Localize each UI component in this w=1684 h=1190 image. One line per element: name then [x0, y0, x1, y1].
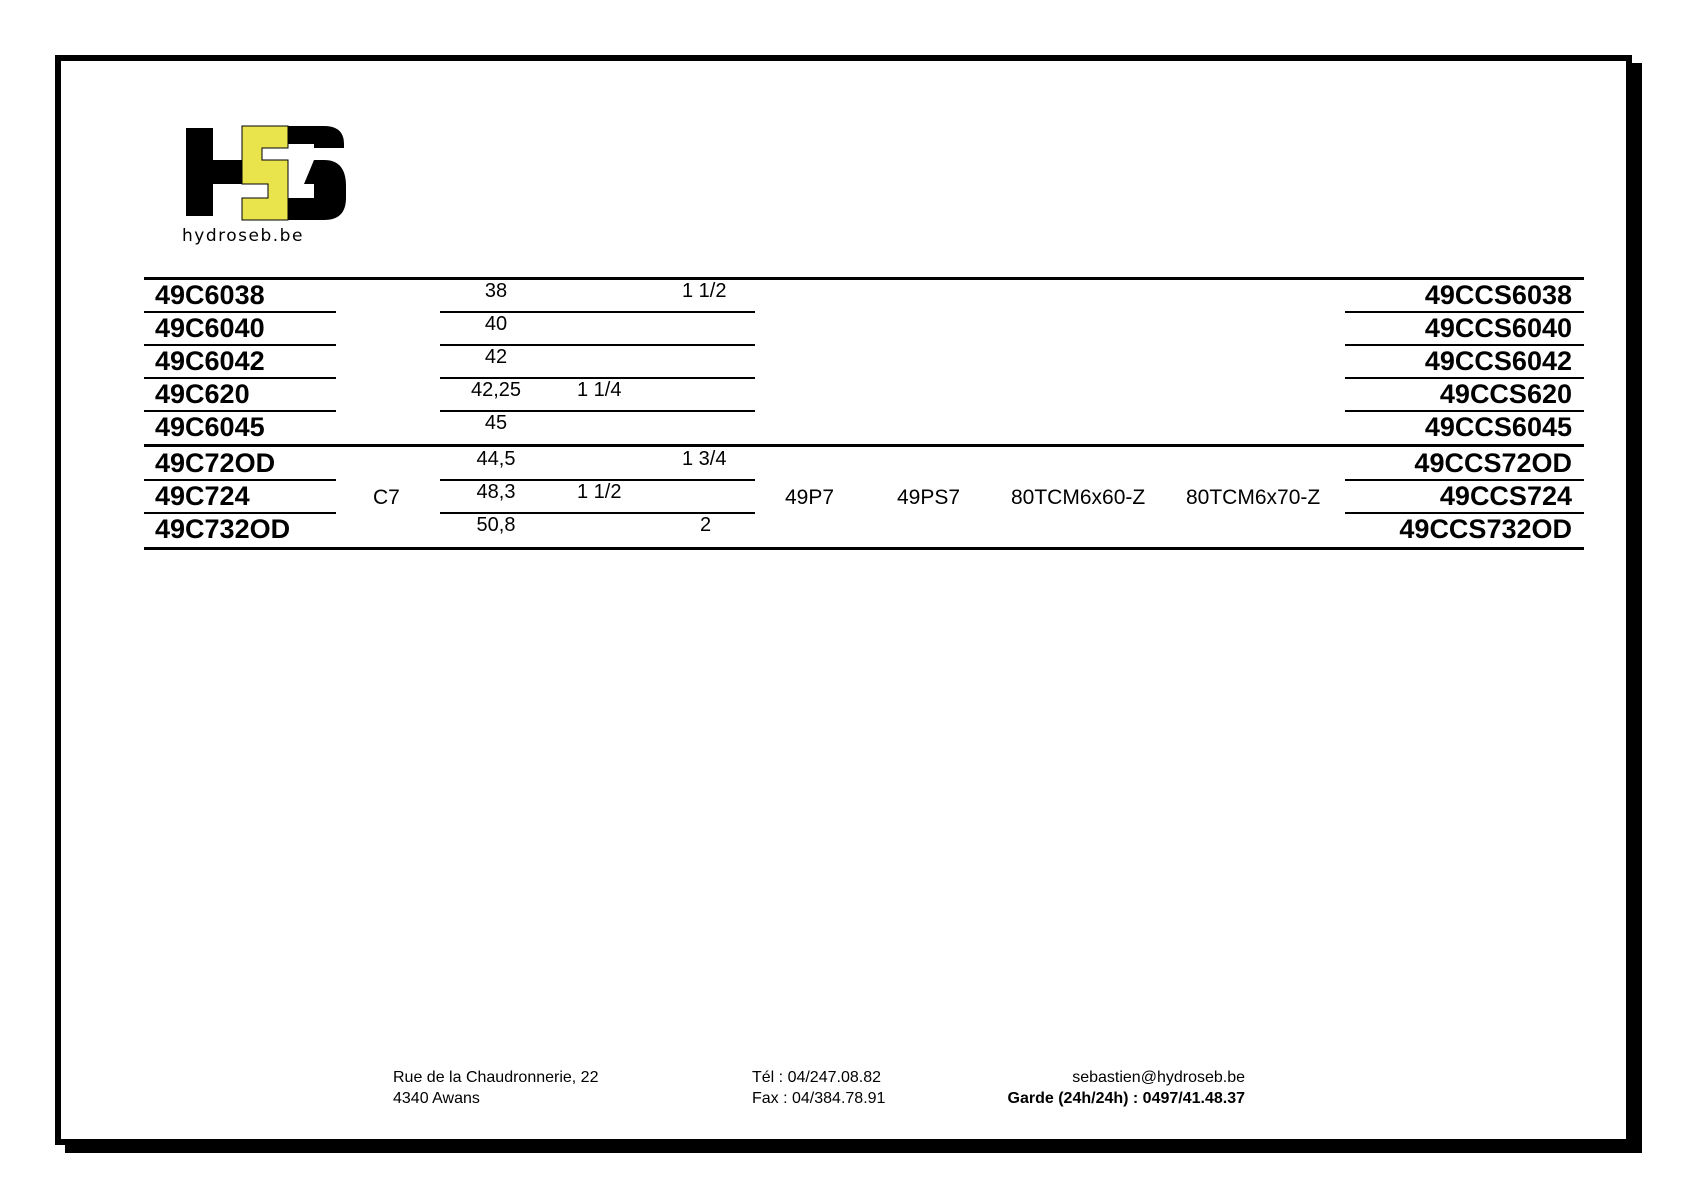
table-top-rule: [144, 277, 1584, 280]
cell-code: 49C6042: [155, 346, 265, 376]
cell-size: 50,8: [476, 514, 516, 536]
hydroseb-logo: [180, 122, 355, 252]
email-link[interactable]: sebastien@hydroseb.be: [1072, 1069, 1245, 1086]
cell-size: 48,3: [476, 481, 516, 503]
address-line-2: 4340 Awans: [393, 1090, 480, 1107]
address-line-1: Rue de la Chaudronnerie, 22: [393, 1069, 599, 1086]
logo-caption: hydroseb.be: [182, 226, 304, 246]
cell-inch-a: 1 1/2: [577, 481, 622, 503]
cell-size: 42: [484, 346, 508, 368]
cell-inch-b: 1 3/4: [682, 448, 727, 470]
cell-code-ccs: 49CCS72OD: [1414, 448, 1572, 478]
group-separator: [144, 444, 1584, 447]
cell-code-ccs: 49CCS620: [1439, 379, 1572, 409]
cell-size: 45: [484, 412, 508, 434]
cell-ps: 49PS7: [897, 486, 961, 509]
cell-code: 49C724: [155, 481, 250, 511]
cell-code-ccs: 49CCS6042: [1424, 346, 1572, 376]
cell-code-ccs: 49CCS6045: [1424, 412, 1572, 442]
cell-code-ccs: 49CCS6040: [1424, 313, 1572, 343]
cell-inch-a: 1 1/4: [577, 379, 622, 401]
cell-code: 49C732OD: [155, 514, 291, 544]
table-bottom-rule: [144, 547, 1584, 550]
cell-code-ccs: 49CCS732OD: [1399, 514, 1572, 544]
footer-address: [393, 1067, 598, 1109]
cell-code: 49C72OD: [155, 448, 276, 478]
cell-series: C7: [373, 486, 400, 509]
cell-tcm-70: 80TCM6x70-Z: [1186, 486, 1321, 509]
cell-size: 38: [484, 280, 508, 302]
footer-contact: [1008, 1067, 1245, 1109]
garde-phone: Garde (24h/24h) : 0497/41.48.37: [1007, 1090, 1245, 1107]
cell-code: 49C6040: [155, 313, 265, 343]
cell-inch-b: 2: [700, 514, 712, 536]
cell-code-ccs: 49CCS6038: [1424, 280, 1572, 310]
fax: Fax : 04/384.78.91: [752, 1090, 886, 1107]
cell-code: 49C620: [155, 379, 250, 409]
cell-p: 49P7: [785, 486, 835, 509]
cell-size: 44,5: [476, 448, 516, 470]
cell-code: 49C6045: [155, 412, 265, 442]
cell-inch-b: 1 1/2: [682, 280, 727, 302]
cell-size: 40: [484, 313, 508, 335]
tel: Tél : 04/247.08.82: [752, 1069, 881, 1086]
footer-phones: [752, 1067, 885, 1109]
cell-code: 49C6038: [155, 280, 265, 310]
hs-logo-mark: [180, 122, 355, 227]
cell-tcm-60: 80TCM6x60-Z: [1011, 486, 1146, 509]
cell-size: 42,25: [470, 379, 522, 401]
cell-code-ccs: 49CCS724: [1439, 481, 1572, 511]
